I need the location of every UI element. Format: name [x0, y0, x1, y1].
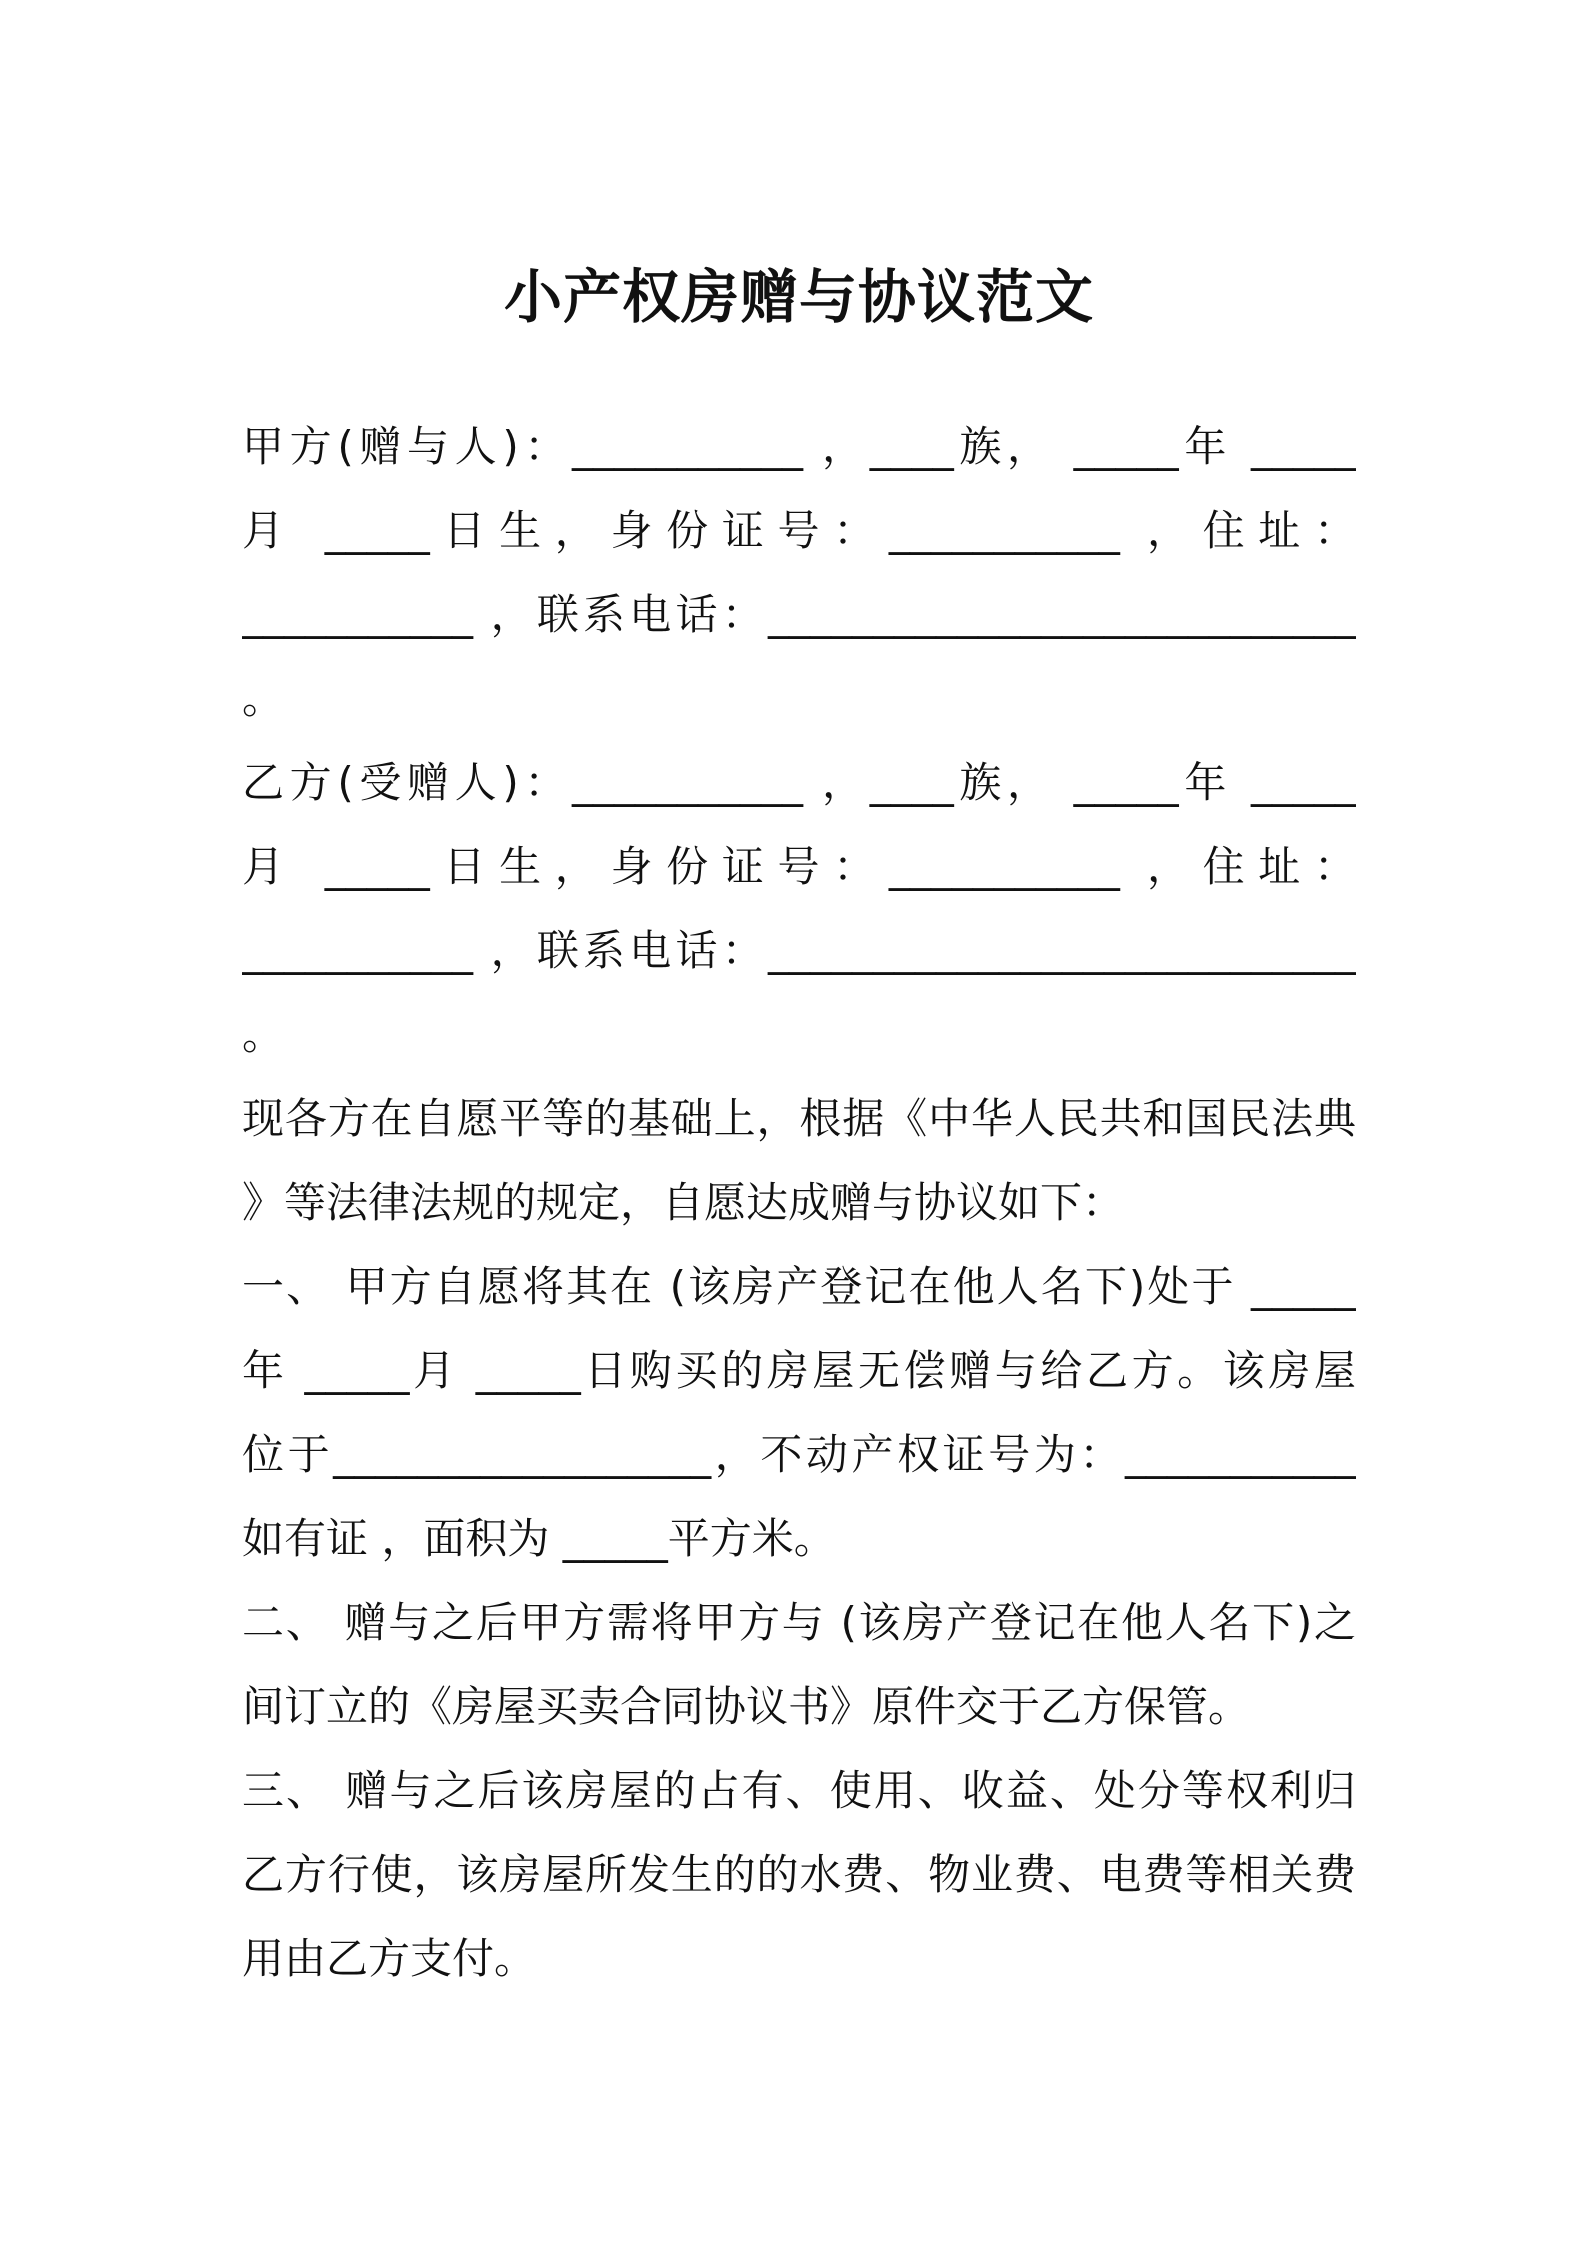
preamble-line: 现各方在自愿平等的基础上，根据《中华人民共和国民法典: [242, 1094, 1356, 1143]
party-a-line: 。: [242, 674, 285, 723]
party-b-line: ___________ ，联系电话：____________________________: [242, 926, 1356, 975]
party-a-section: [242, 405, 1356, 741]
clause-line: 乙方行使，该房屋所发生的的水费、物业费、电费等相关费: [242, 1850, 1356, 1899]
party-a-line: 甲方(赠与人)：___________ ，____族， _____年 _____: [242, 422, 1356, 471]
clause-line: 位于__________________，不动产权证号为：___________: [242, 1430, 1356, 1479]
document-body: [242, 405, 1356, 2001]
clause-3: [242, 1749, 1356, 2001]
clause-line: 用由乙方支付。: [242, 1934, 537, 1983]
clause-line: 年 _____月 _____日购买的房屋无偿赠与给乙方。该房屋: [242, 1346, 1356, 1395]
party-b-line: 乙方(受赠人)：___________ ，____族， _____年 _____: [242, 758, 1356, 807]
clause-line: 二、 赠与之后甲方需将甲方与 (该房产登记在他人名下)之: [242, 1598, 1356, 1647]
clause-line: 三、 赠与之后该房屋的占有、使用、收益、处分等权利归: [242, 1766, 1356, 1815]
clause-2: [242, 1581, 1356, 1749]
document-title: 小产权房赠与协议范文: [503, 263, 1094, 331]
party-a-line: 月 _____日生，身份证号：___________ ，住址：: [242, 506, 1356, 555]
party-a-line: ___________ ，联系电话：____________________________: [242, 590, 1356, 639]
party-b-line: 月 _____日生，身份证号：___________ ，住址：: [242, 842, 1356, 891]
clause-line: 一、 甲方自愿将其在 (该房产登记在他人名下)处于 _____: [242, 1262, 1356, 1311]
clause-line: 间订立的《房屋买卖合同协议书》原件交于乙方保管。: [242, 1682, 1251, 1731]
clause-line: 如有证 ，面积为 _____平方米。: [242, 1514, 836, 1563]
preamble-line: 》等法律法规的规定，自愿达成赠与协议如下：: [242, 1178, 1125, 1227]
clause-1: [242, 1245, 1356, 1581]
party-b-section: [242, 741, 1356, 1077]
preamble-paragraph: [242, 1077, 1356, 1245]
party-b-line: 。: [242, 1010, 285, 1059]
